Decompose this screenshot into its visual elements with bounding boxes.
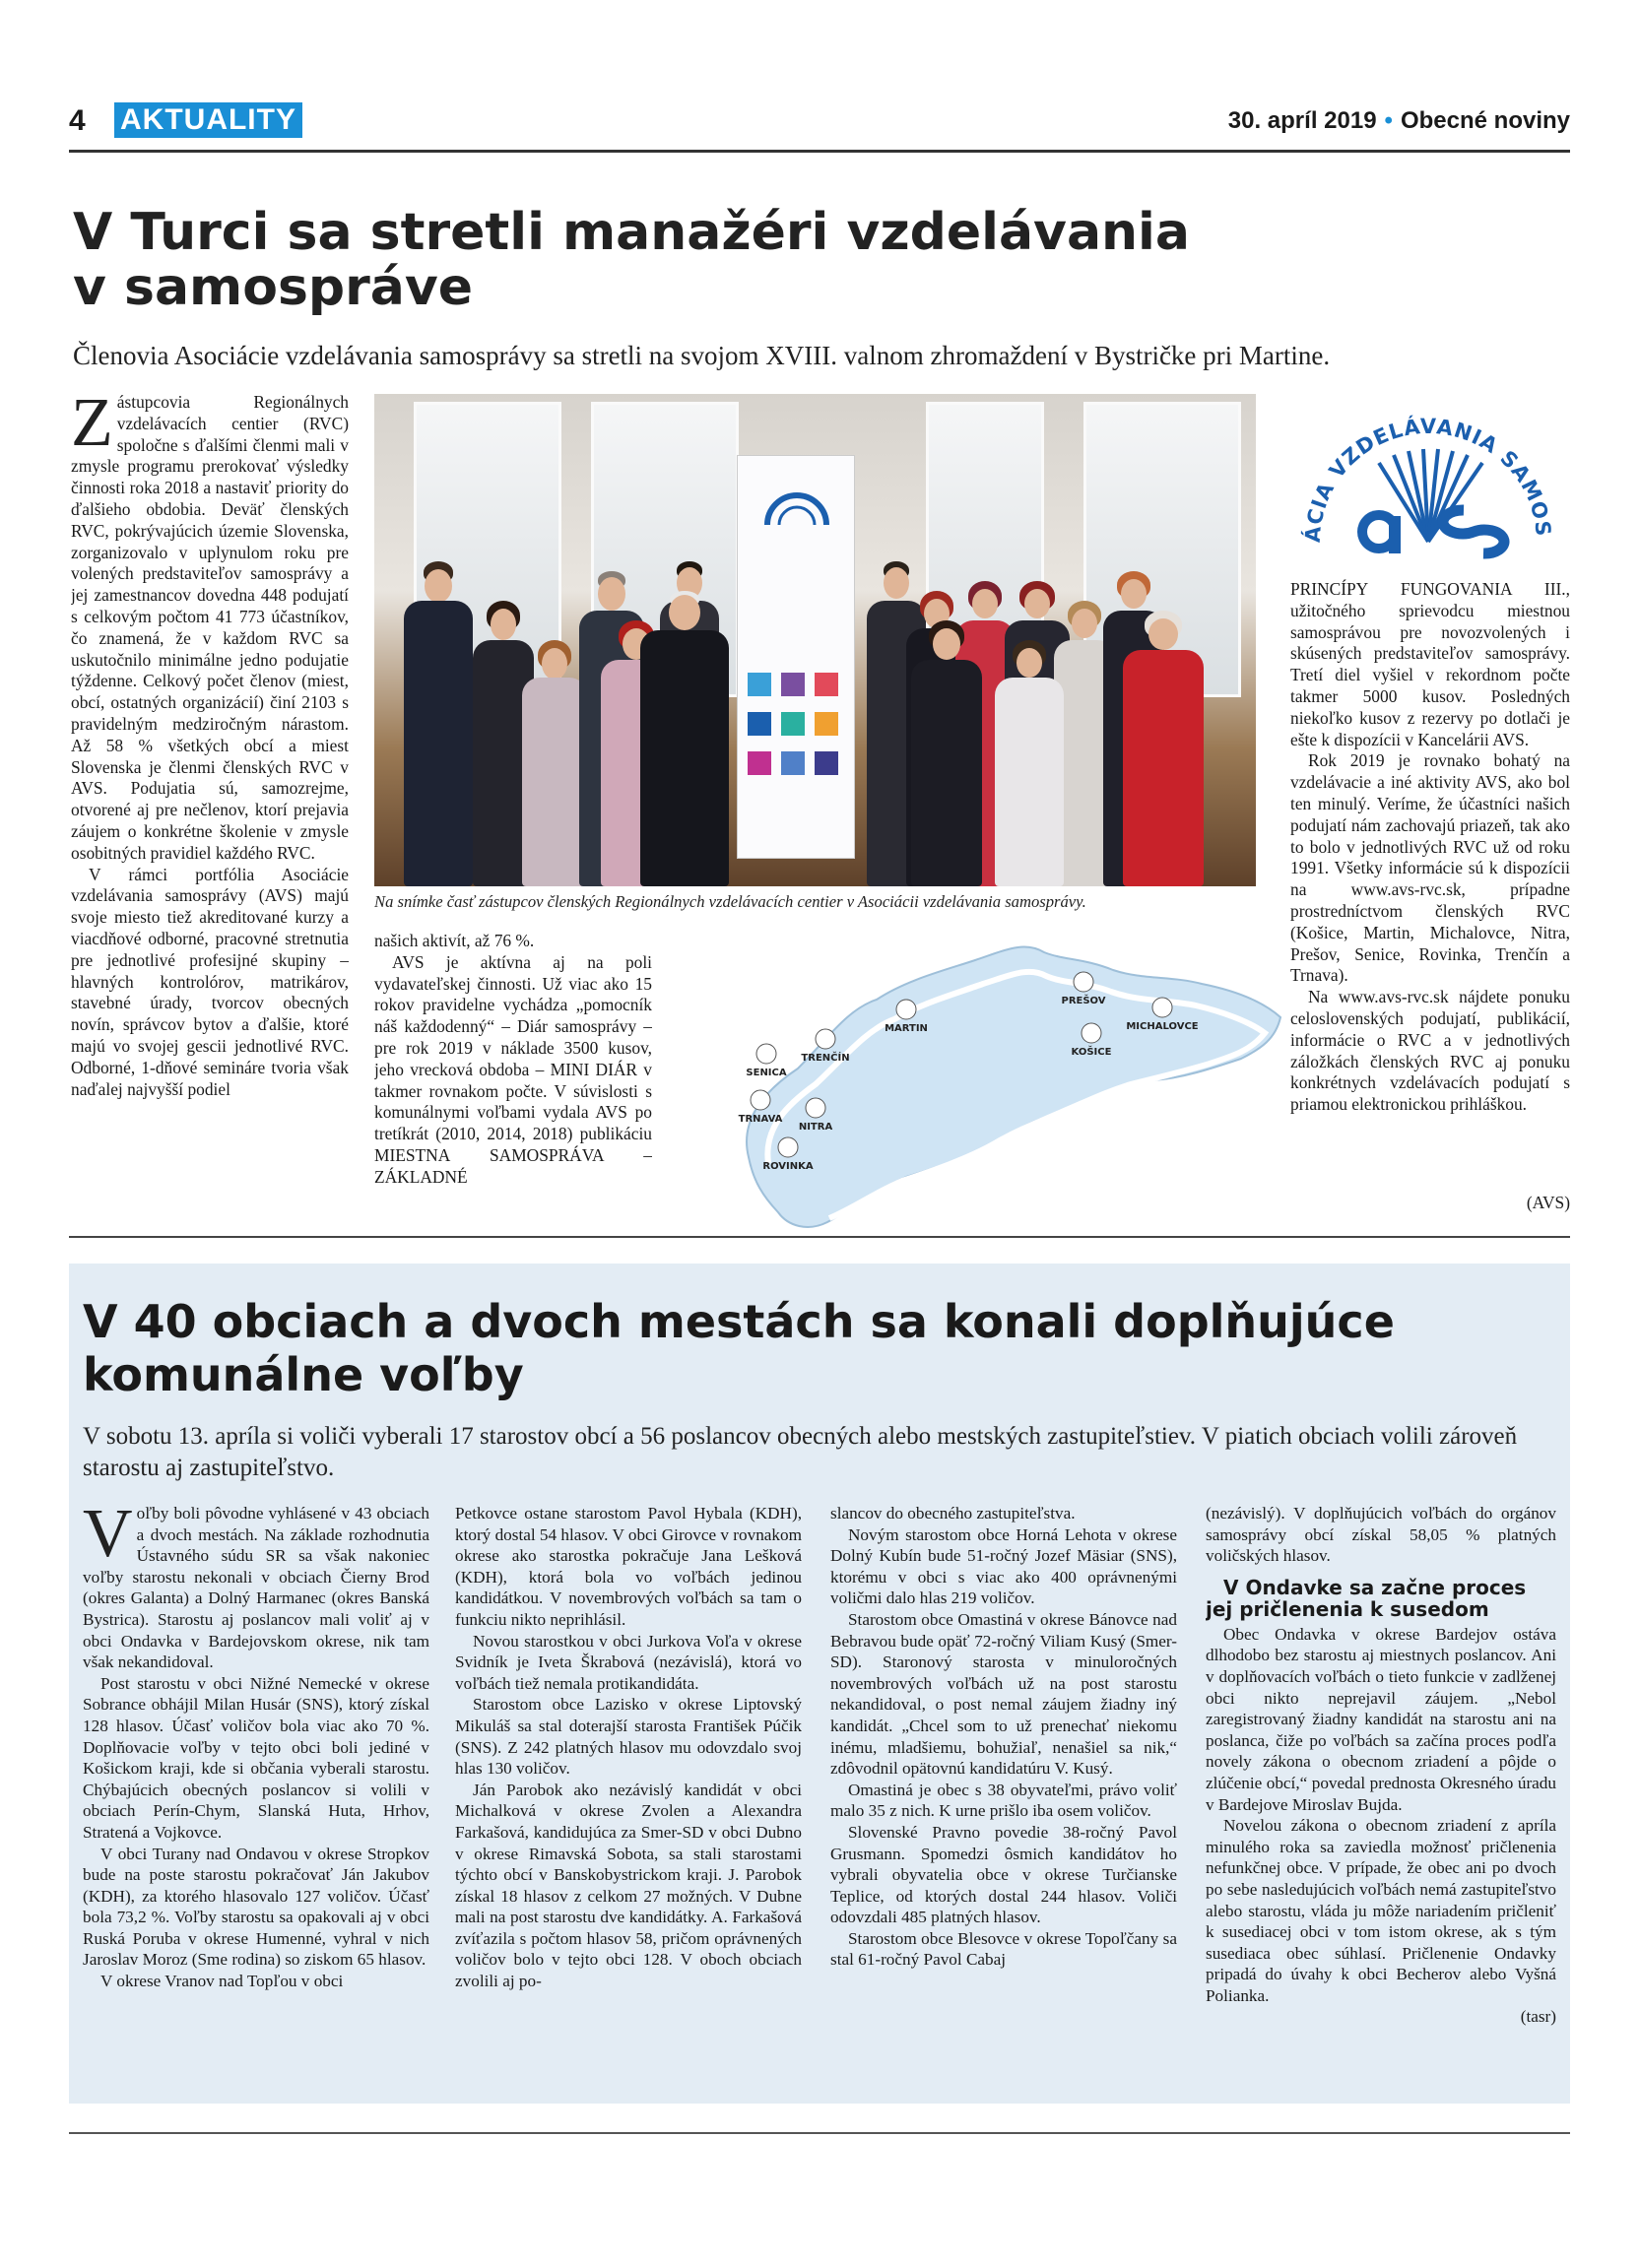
article1-column-1: [71, 392, 349, 1221]
article2-paragraph: Novou starostkou v obci Jurkova Voľa v okrese Svidník je Iveta Škrabová (nezávislá), ktorá vo voľbách tiež nemala protikandidáta.: [455, 1631, 802, 1693]
article2-paragraph: Slovenské Pravno povedie 38-ročný Pavol Grusmann. Spomedzi ôsmich kandidátov ho vybrali obyvatelia obce v okrese Turčianske Teplice, od ktorých dostal 244 hlasov. Voliči odovzdali 485 platných hlasov.: [830, 1822, 1177, 1927]
map-city: TRENČÍN: [801, 1053, 850, 1064]
article2-paragraph: V okrese Vranov nad Topľou v obci: [100, 1972, 344, 1991]
article2-title-line2: komunálne voľby: [83, 1348, 524, 1401]
article2-column-1: [83, 1503, 429, 2096]
article1-title-line1: V Turci sa stretli manažéri vzdelávania: [73, 203, 1190, 262]
header-rule: [69, 150, 1570, 153]
article2-lead: V sobotu 13. apríla si voliči vyberali 17 starostov obcí a 56 poslancov obecných alebo mestských zastupiteľstiev. V piatich obciach volili zároveň starostu aj zastupiteľstvo.: [83, 1423, 1518, 1481]
section-label: AKTUALITY: [114, 102, 302, 138]
article2-paragraph: Starostom obce Lazisko v okrese Liptovský Mikuláš sa stal doterajší starosta František Púčik (SNS). Z 242 platných hlasov mu odovzdalo svoj hlas 130 voličov.: [455, 1695, 802, 1779]
map-city: PREŠOV: [1061, 996, 1106, 1006]
page-number: 4: [69, 104, 86, 137]
article1-paragraph: PRINCÍPY FUNGOVANIA III., užitočného sprievodcu miestnou samosprávou pre novozvolených i skúsených predstaviteľov samosprávy. Tretí diel vyšiel v rekordnom počte takmer 5000 kusov. Posledných niekoľko kusov z rezervy po dotlači je ešte k dispozícii v Kancelárii AVS.: [1290, 579, 1570, 749]
article1-title-line2: v samospráve: [73, 258, 474, 317]
dropcap: Z: [71, 392, 113, 461]
article-divider: [69, 1236, 1570, 1238]
rollup-banner: [737, 455, 855, 859]
group-photo: [374, 394, 1256, 886]
map-city: KOŠICE: [1071, 1047, 1112, 1058]
article2-paragraph: Starostom obce Blesovce v okrese Topoľčany sa stal 61-ročný Pavol Cabaj: [830, 1928, 1177, 1970]
article1-title: [73, 205, 1393, 315]
article1-paragraph: AVS je aktívna aj na poli vydavateľskej činnosti. Už viac ako 15 rokov pravidelne vychádza „pomocník náš každodenný“ – Diár samosprávy – pre rok 2019 v náklade 3500 kusov, jeho vrecková obdoba – MINI DIÁR v takmer rovnakom počte. V súvislosti s komunálnymi voľbami vydala AVS po tretíkrát (2010, 2014, 2018) publikáciu MIESTNA SAMOSPRÁVA – ZÁKLADNÉ: [374, 951, 652, 1187]
article2-paragraph: Petkovce ostane starostom Pavol Hybala (KDH), ktorý dostal 54 hlasov. V obci Girovce v rovnakom okrese ako starostka pokračuje Jana Lešková (KDH), ktorá bola vo voľbách jedinou kandidátkou. V novembrových voľbách sa tam o funkciu nikto neprihlásil.: [455, 1504, 802, 1629]
article1-paragraph: Na www.avs-rvc.sk nájdete ponuku celoslovenských podujatí, publikácií, informácie o RVC a v jednotlivých záložkách členských RVC aj ponuku konkrétnych vzdelávacích podujatí s priamou elektronickou prihláškou.: [1290, 987, 1570, 1115]
logo-letters: avs: [1427, 569, 1429, 570]
article2-paragraph: Novelou zákona o obecnom zriadení z apríla minulého roka sa zaviedla možnosť pričlenenia nefunkčnej obce. V prípade, že obec ani po dvoch po sebe nasledujúcich voľbách nemá zastupiteľstvo alebo starostu, vláda ju môže nariadením pričleniť k susediacej obci v tom istom okrese, ak s tým susediaca obec súhlasí. Pričlenenie Ondavky pripadá do úvahy k obci Becherov alebo Vyšná Polianka.: [1206, 1816, 1556, 2005]
rvc-map: [709, 931, 1290, 1236]
photo-caption: Na snímke časť zástupcov členských Regionálnych vzdelávacích centier v Asociácii vzdelávania samosprávy.: [374, 892, 1086, 911]
article1-lead: Členovia Asociácie vzdelávania samosprávy sa stretli na svojom XVIII. valnom zhromaždení v Bystričke pri Martine.: [73, 341, 1331, 370]
logo-arc-text: ÁCIA VZDELÁVANIA SAMOS: [1300, 415, 1556, 544]
article1-paragraph: ástupcovia Regionálnych vzdelávacích centier (RVC) spoločne s ďalšími členmi mali v zmysle programu prerokovať výsledky činnosti roka 2018 a nastaviť priority do ďalšieho obdobia. Deväť členských RVC, pokrývajúcich územie Slovenska, zorganizovalo v uplynulom roku pre volených predstaviteľov samosprávy a jej zamestnancov dovedna 448 podujatí s celkovým počtom 41 773 účastníkov, čo znamená, že v každom RVC sa uskutočnilo minimálne jedno podujatie týždenne. Celkový počet členov (miest, obcí, ostatných organizácií) činí 2103 s pravidelným medziročným nárastom. Až 58 % všetkých obcí a miest Slovenska je členmi členských RVC v AVS. Podujatia sú, samozrejme, otvorené aj pre nečlenov, ktorí prejavia záujem o konkrétne školenie v zmysle osobitných pravidiel každého RVC.: [71, 392, 349, 863]
article2-signature: (tasr): [1520, 2007, 1556, 2027]
map-city: MARTIN: [885, 1023, 928, 1034]
newspaper-name: Obecné noviny: [1400, 107, 1570, 134]
article2-paragraph: Post starostu v obci Nižné Nemecké v okrese Sobrance obhájil Milan Husár (SNS), ktorý získal 128 hlasov. Účasť voličov bola viac ako 70 %. Doplňovacie voľby v tejto obci boli jediné v Košickom kraji, kde si občania vyberali starostu. Chýbajúcich obecných poslancov si volili v obciach Perín-Chym, Slanská Huta, Hrhov, Stratená a Vojkovce.: [83, 1673, 429, 1842]
article2-paragraph: Ján Parobok ako nezávislý kandidát v obci Michalková v okrese Zvolen a Alexandra Farkašová, kandidujúca za Smer-SD v obci Dubno v okrese Rimavská Sobota, sa stali starostami týchto obcí v Banskobystrickom kraji. J. Parobok získal 18 hlasov z celkom 27 možných. V Dubne mali na post starostu dve kandidátky. A. Farkašová zvíťazila s počtom hlasov 58, pričom oprávnených voličov bolo v tejto obci 128. V oboch obciach zvolili aj po-: [455, 1780, 802, 1991]
article1-column-4: [1290, 579, 1570, 1170]
article2-paragraph: Obec Ondavka v okrese Bardejov ostáva dlhodobo bez starostu aj miestnych poslancov. Ani v doplňovacích voľbách o tieto funkcie v zadlženej obci nikto neprejavil záujem. „Nebol zaregistrovaný žiadny kandidát na starostu ani na poslanca, čiže po voľbách sa začína proces podľa novely zákona o obecnom zriadení a pôjde o zlúčenie obcí,“ povedal prednosta Okresného úradu v Bardejove Miroslav Bujda.: [1206, 1624, 1556, 1814]
article1-paragraph: Rok 2019 je rovnako bohatý na vzdelávacie a iné aktivity AVS, ako bol ten minulý. Veríme, že účastníci našich podujatí nám zachovajú priazeň, tak ako to bolo v jednotlivých RVC už od roku 1991. Všetky informácie sú k dispozícii na www.avs-rvc.sk, prípadne prostredníctvom členských RVC (Košice, Martin, Michalovce, Nitra, Prešov, Senice, Rovinka, Trenčín a Trnava).: [1290, 750, 1570, 986]
article2-column-4: [1206, 1503, 1556, 2096]
article2-title: [83, 1295, 1501, 1401]
page-header: [69, 104, 1570, 146]
article2-paragraph: V obci Turany nad Ondavou v okrese Stropkov bude na poste starostu pokračovať Ján Jakubov (KDH), za ktorého hlasovalo 127 voličov. Účasť bola 73,2 %. Voľby starostu sa opakovali aj v obci Ruská Poruba v okrese Humenné, vyhral v nich Jaroslav Moroz (Sme rodina) so ziskom 65 hlasov.: [83, 1844, 429, 1970]
article1-paragraph: našich aktivít, až 76 %.: [374, 931, 535, 950]
article2-paragraph: Omastiná je obec s 38 obyvateľmi, právo voliť malo 35 z nich. K urne prišlo iba osem voličov.: [830, 1780, 1177, 1821]
article1-signature: (AVS): [1526, 1193, 1570, 1212]
article2-column-2: [455, 1503, 802, 2096]
map-city: TRNAVA: [738, 1114, 783, 1125]
issue-date: 30. apríl 2019: [1227, 107, 1377, 134]
article2-paragraph: Starostom obce Omastiná v okrese Bánovce nad Bebravou bude opäť 72-ročný Viliam Kusý (Smer-SD). Staronový starosta v minuloročných novembrových voľbách už na post starostu nekandidoval, o post nemal záujem žiadny iný kandidát. „Chcel som to už prenechať niekomu inému, mladšiemu, bohužiaľ, nenašiel sa nik,“ zdôvodnil opätovnú kandidatúru V. Kusý.: [830, 1609, 1177, 1779]
article2-paragraph: Novým starostom obce Horná Lehota v okrese Dolný Kubín bude 51-ročný Jozef Mäsiar (SNS), ktorému v obci s viac ako 400 oprávnenými voličmi dalo hlas 219 voličov.: [830, 1524, 1177, 1608]
article2-column-3: [830, 1503, 1177, 2096]
map-city: NITRA: [798, 1122, 833, 1133]
map-city: MICHALOVCE: [1126, 1021, 1199, 1032]
article2-subheading: V Ondavke sa začne proces jej pričlenenia k susedom: [1206, 1575, 1527, 1621]
footer-rule: [69, 2132, 1570, 2134]
article2-paragraph: (nezávislý). V doplňujúcich voľbách do orgánov samosprávy obcí získal 58,05 % platných voličských hlasov.: [1206, 1504, 1556, 1566]
article2-title-line1: V 40 obciach a dvoch mestách sa konali doplňujúce: [83, 1295, 1395, 1348]
avs-logo: [1280, 394, 1576, 571]
issue-info: [1228, 107, 1570, 135]
map-city: SENICA: [746, 1068, 787, 1078]
map-city: ROVINKA: [762, 1161, 814, 1172]
bullet-separator: •: [1384, 107, 1393, 134]
dropcap: V: [83, 1503, 133, 1572]
article1-paragraph: V rámci portfólia Asociácie vzdelávania samosprávy (AVS) majú svoje miesto tiež akreditované kurzy a viacdňové odborné, pracovné stretnutia pre jednotlivé profesijné skupiny – hlavných kontrolórov, matrikárov, stavebné úrady, tvorcov obecných novín, správcov bytov a ďalšie, ktoré majú vo svojej gescii jednotlivé RVC. Odborné, 1-dňové semináre tvoria však naďalej najvyšší podiel: [71, 864, 349, 1099]
article1-column-2: [374, 931, 652, 1226]
article2-paragraph: slancov do obecného zastupiteľstva.: [830, 1504, 1076, 1523]
article2-paragraph: oľby boli pôvodne vyhlásené v 43 obciach a dvoch mestách. Na základe rozhodnutia Ústavného súdu SR sa však nakoniec voľby starostu nekonali v obciach Čierny Brod (okres Galanta) a Dolný Harmanec (okres Banská Bystrica). Starostu aj poslancov mali voliť aj v obci Ondavka v Bardejovskom okrese, nik tam však nekandidoval.: [83, 1504, 429, 1672]
